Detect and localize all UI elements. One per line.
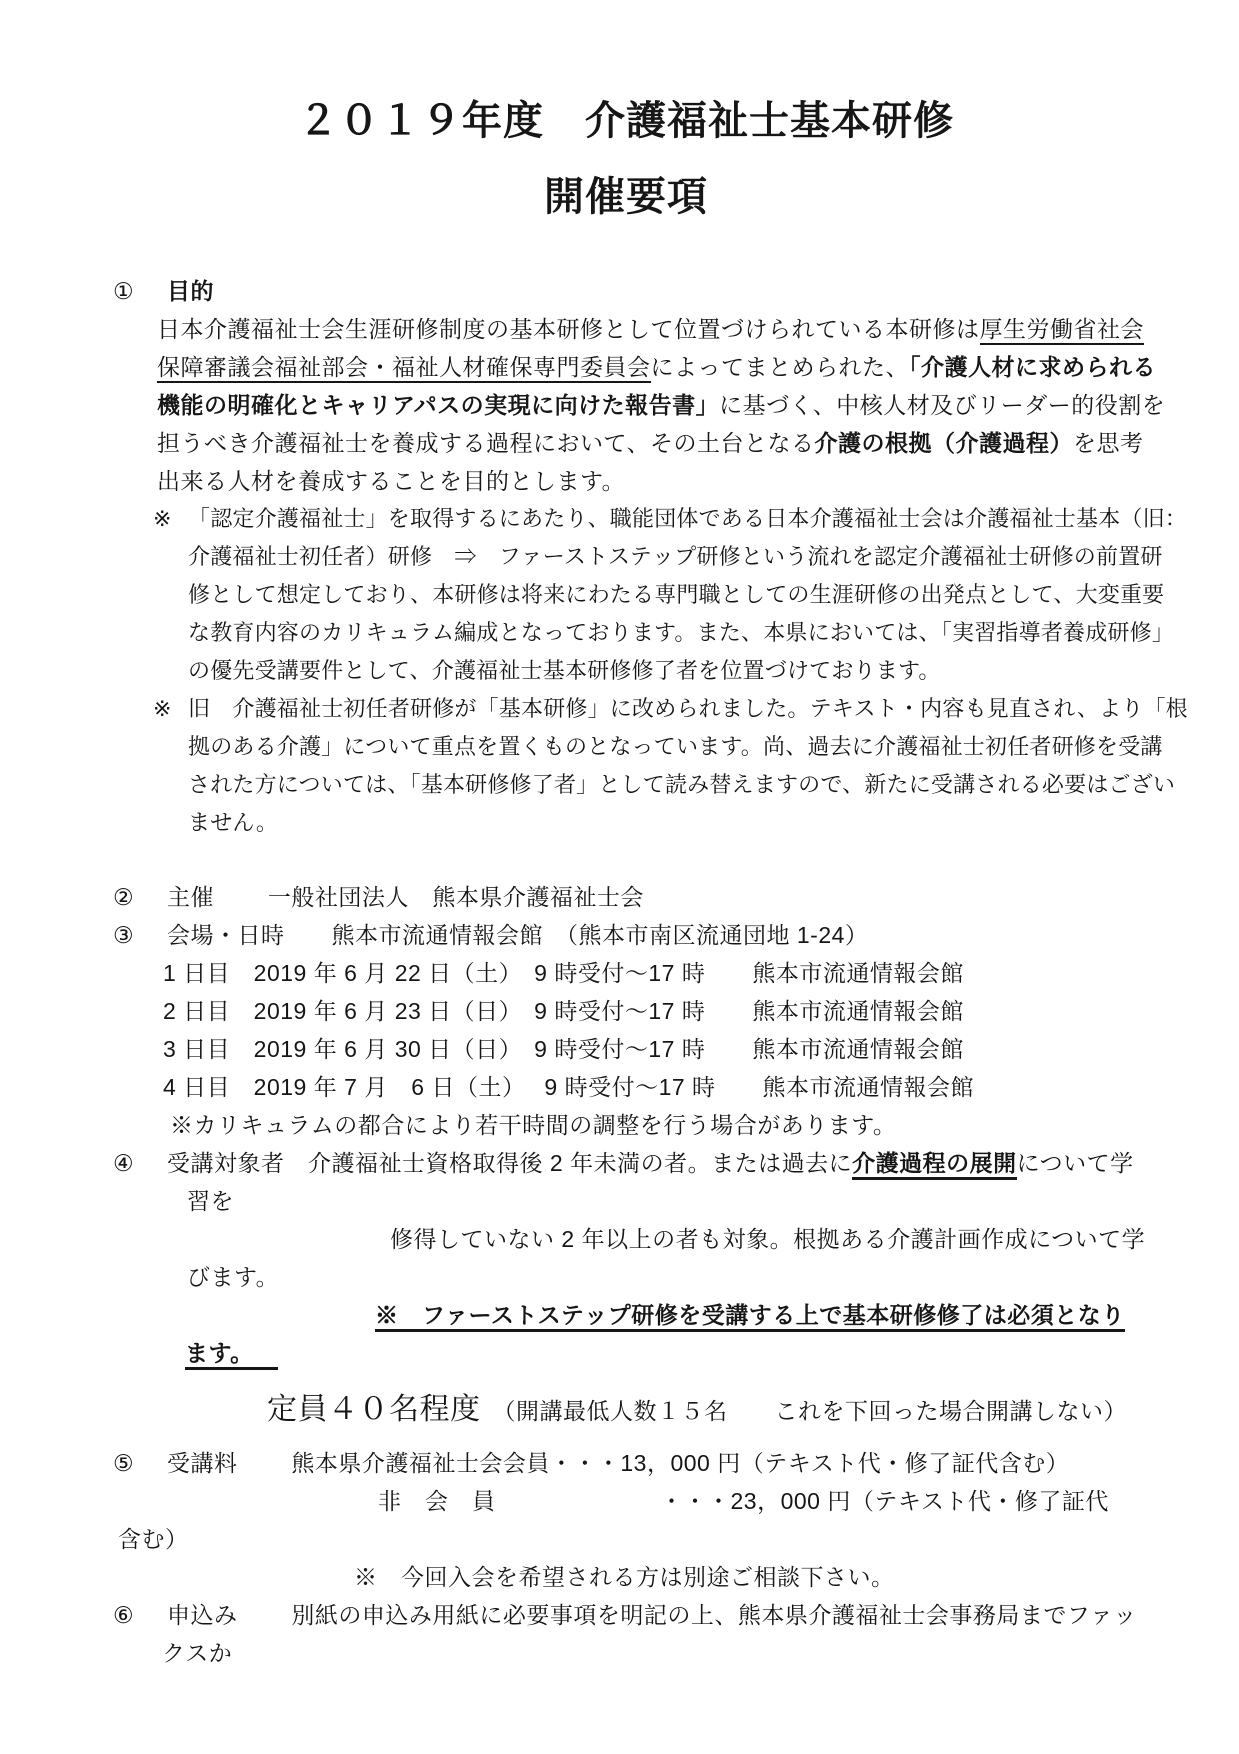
list-marker: ② xyxy=(113,884,135,910)
doc-subtitle xyxy=(113,168,1139,226)
text-run: 1 日目 2019 年 6 月 22 日（土） 9 時受付～17 時 熊本市流通情報会館 xyxy=(163,960,964,986)
text-run: 申込み 別紙の申込み用紙に必要事項を明記の上、熊本県介護福祉士会事務局までファッ xyxy=(167,1602,1137,1628)
text-run: ※カリキュラムの都合により若干時間の調整を行う場合があります。 xyxy=(170,1112,897,1138)
text-run: ※ 今回入会を希望される方は別途ご相談下さい。 xyxy=(354,1564,895,1590)
text-run: を思考 xyxy=(1073,430,1144,456)
text-run: クスか xyxy=(162,1640,233,1666)
text-run: について学 xyxy=(1016,1150,1134,1176)
text-run: 介護福祉士初任者）研修 ⇒ ファーストステップ研修という流れを認定介護福祉士研修の前置研 xyxy=(188,544,1163,569)
text-run: 2 日目 2019 年 6 月 23 日（日） 9 時受付～17 時 熊本市流通情報会館 xyxy=(163,998,964,1024)
text-run: 厚生労働省社会 xyxy=(980,316,1145,345)
list-marker: ④ xyxy=(113,1150,135,1176)
list-marker: ⑤ xyxy=(113,1450,135,1476)
text-run: 目的 xyxy=(167,278,214,304)
fee-continuation xyxy=(118,1520,1139,1558)
text-run: 「介護人材に求められる xyxy=(909,354,1156,380)
text-run: ます。 xyxy=(185,1340,278,1370)
text-run: 出来る人材を養成することを目的とします。 xyxy=(157,468,626,494)
target-continuation xyxy=(390,1220,1146,1258)
note-renamed-training-line xyxy=(153,690,1188,728)
note-certified-careworker-line xyxy=(188,614,1175,652)
text-run: 受講料 熊本県介護福祉士会会員・・・13，000 円（テキスト代・修了証代含む） xyxy=(167,1450,1070,1476)
text-run: された方については、「基本研修修了者」として読み替えますので、新たに受講される必要はござい xyxy=(188,772,1176,797)
text-run: 3 日目 2019 年 6 月 30 日（日） 9 時受付～17 時 熊本市流通情報会館 xyxy=(163,1036,964,1062)
document-body xyxy=(113,92,1188,1672)
text-run: 介護の根拠（介護過程） xyxy=(814,430,1074,456)
text-run: 修得していない 2 年以上の者も対象。根拠ある介護計画作成について学 xyxy=(390,1226,1146,1252)
text-run: びます。 xyxy=(187,1264,280,1290)
text-run: 非 会 員 ・・・23，000 円（テキスト代・修了証代 xyxy=(378,1488,1109,1514)
application-continuation xyxy=(162,1634,1139,1672)
list-marker: ③ xyxy=(113,922,135,948)
note-certified-careworker-line xyxy=(188,576,1165,614)
section-purpose-heading xyxy=(113,272,1139,310)
text-run: 主催 一般社団法人 熊本県介護福祉士会 xyxy=(167,884,644,910)
list-marker: ⑥ xyxy=(113,1602,135,1628)
text-run: 定員４０名程度 xyxy=(267,1393,481,1426)
text-run: 受講対象者 介護福祉士資格取得後 2 年未満の者。または過去に xyxy=(167,1150,853,1176)
note-certified-careworker-line xyxy=(188,538,1163,576)
text-run: 4 日目 2019 年 7 月 6 日（土） 9 時受付～17 時 熊本市流通情報会館 xyxy=(163,1074,975,1100)
text-run: 日本介護福祉士会生涯研修制度の基本研修として位置づけられている本研修は xyxy=(157,316,980,342)
text-run: によってまとめられた、 xyxy=(650,354,909,380)
section-target-audience xyxy=(113,1144,1139,1182)
purpose-paragraph-line xyxy=(157,348,1156,386)
schedule-day-1 xyxy=(163,954,1139,992)
note-certified-careworker-line xyxy=(188,652,1139,690)
text-run: 開催要項 xyxy=(544,175,708,219)
capacity-line xyxy=(267,1388,1139,1432)
text-run: な教育内容のカリキュラム編成となっております。また、本県においては、「実習指導者養成研修」 xyxy=(188,620,1175,645)
text-run: 担うべき介護福祉士を養成する過程において、その土台となる xyxy=(157,430,815,456)
schedule-note xyxy=(170,1106,1139,1144)
text-run: 修として想定しており、本研修は将来にわたる専門職としての生涯研修の出発点として、大変重要 xyxy=(188,582,1165,607)
section-application xyxy=(113,1596,1139,1634)
list-marker: ※ xyxy=(153,506,172,531)
target-continuation xyxy=(187,1182,1139,1220)
text-run: 拠のある介護」について重点を置くものとなっています。尚、過去に介護福祉士初任者研修を受講 xyxy=(188,734,1163,759)
text-run: 含む） xyxy=(118,1526,189,1552)
text-run: 旧 介護福祉士初任者研修が「基本研修」に改められました。テキスト・内容も見直され、より「根 xyxy=(188,696,1188,721)
purpose-paragraph-line xyxy=(157,462,1139,500)
text-run: 「認定介護福祉士」を取得するにあたり、職能団体である日本介護福祉士会は介護福祉士基本（旧： xyxy=(188,506,1188,531)
section-fee xyxy=(113,1444,1139,1482)
text-run: ※ ファーストステップ研修を受講する上で基本研修修了は必須となり xyxy=(375,1302,1125,1332)
text-run: ２０１９年度 介護福祉士基本研修 xyxy=(298,99,954,143)
section-organizer xyxy=(113,878,1139,916)
fee-nonmember-line xyxy=(378,1482,1139,1520)
purpose-paragraph-line xyxy=(157,310,1144,348)
text-run: に基づく、中核人材及びリーダー的役割を xyxy=(719,392,1166,418)
text-run: の優先受講要件として、介護福祉士基本研修修了者を位置づけております。 xyxy=(188,658,941,683)
list-marker: ※ xyxy=(153,696,172,721)
fee-note xyxy=(354,1558,1139,1596)
note-renamed-training-line xyxy=(188,728,1163,766)
purpose-paragraph-line xyxy=(157,386,1166,424)
doc-title xyxy=(113,92,1139,150)
text-run: 保障審議会福祉部会・福祉人材確保専門委員会 xyxy=(157,354,651,383)
schedule-day-3 xyxy=(163,1030,1139,1068)
firststep-requirement-line xyxy=(375,1296,1139,1334)
text-run: 会場・日時 熊本市流通情報会館 （熊本市南区流通団地 1-24） xyxy=(167,922,869,948)
schedule-day-4 xyxy=(163,1068,1139,1106)
note-renamed-training-line xyxy=(188,804,1139,842)
text-run: ません。 xyxy=(188,810,279,835)
note-renamed-training-line xyxy=(188,766,1176,804)
text-run: 介護過程の展開 xyxy=(852,1150,1017,1180)
firststep-requirement-line xyxy=(185,1334,1139,1372)
text-run: 機能の明確化とキャリアパスの実現に向けた報告書」 xyxy=(157,392,720,418)
section-venue-datetime xyxy=(113,916,1139,954)
schedule-day-2 xyxy=(163,992,1139,1030)
text-run: （開講最低人数１５名 これを下回った場合開講しない） xyxy=(480,1398,1127,1424)
list-marker: ① xyxy=(113,278,135,304)
note-certified-careworker-line xyxy=(153,500,1188,538)
target-continuation xyxy=(187,1258,1139,1296)
purpose-paragraph-line xyxy=(157,424,1144,462)
text-run: 習を xyxy=(187,1188,234,1214)
